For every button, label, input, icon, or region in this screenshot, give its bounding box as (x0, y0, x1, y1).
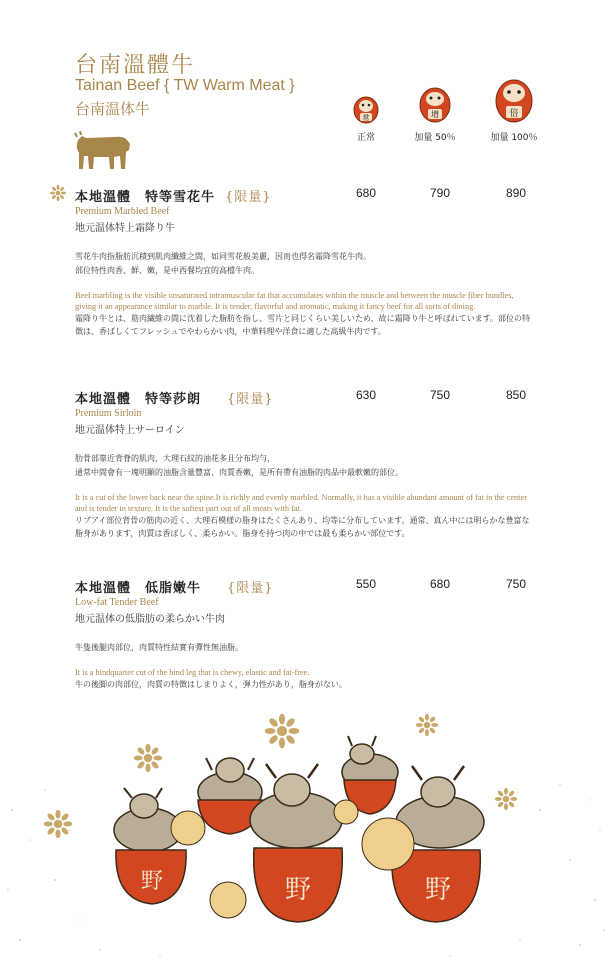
item-name-jp: 地元温体の低脂肪の柔らかい牛肉 (75, 614, 225, 625)
price-normal: 550 (356, 577, 377, 591)
chrysanthemum-icon (50, 185, 66, 201)
price-50: 680 (430, 577, 451, 591)
item-desc-zh: 牛隻後腿肉部位，肉質特性結實有彈性無油脂。 (75, 643, 243, 652)
cattle-sack-illustration (100, 730, 520, 930)
portion-label-100: 加量 100％ (490, 133, 538, 143)
menu-item-marbled (75, 186, 535, 338)
item-name-zh: 本地溫體 特等雪花牛 (75, 190, 216, 205)
daruma-100-icon (494, 74, 534, 124)
cow-figure (114, 788, 205, 904)
sack-mark: 野 (284, 875, 312, 905)
page-title-jp: 台南温体牛 (75, 100, 151, 118)
price-normal: 630 (356, 388, 377, 402)
limited-tag: {限量} (227, 392, 274, 407)
price-100: 850 (506, 388, 527, 402)
limited-tag: {限量} (227, 581, 274, 596)
item-name-en: Premium Sirloin (75, 408, 142, 419)
daruma-badge-100: 倍 (509, 109, 519, 119)
daruma-50-icon (418, 84, 452, 124)
price-50: 750 (430, 388, 451, 402)
item-desc-zh: 肋骨部靠近背脊的肌肉，大理石紋的油花多且分布均勻， 通常中間會有一塊明顯的油脂含量豐富、肉質香嫩，是所有帶有油脂的肉品中最軟嫩的部位。 (75, 454, 403, 477)
limited-tag: {限量} (225, 190, 272, 205)
sack-mark: 野 (424, 875, 452, 905)
sack-mark: 野 (140, 869, 164, 894)
daruma-normal-icon (352, 94, 380, 124)
portion-label-normal: 正常 (356, 133, 375, 143)
item-desc-en: It is a hindquarter cut of the hind leg that is chewy, elastic and fat-free. (75, 668, 310, 677)
item-name-zh: 本地溫體 特等莎朗 (75, 392, 202, 407)
price-100: 890 (506, 186, 527, 200)
item-name-jp: 地元温体特上霜降り牛 (75, 223, 175, 234)
item-name-zh: 本地溫體 低脂嫩牛 (75, 581, 202, 596)
item-name-jp: 地元温体特上サーロイン (75, 425, 185, 436)
cow-figure (250, 764, 358, 922)
portion-label-50: 加量 50％ (414, 133, 456, 143)
cow-icon (74, 128, 134, 172)
menu-item-sirloin (75, 388, 535, 540)
item-desc-jp: 牛の後脚の肉部位，肉質の特徴はしまりよく，弾力性があり，脂身がない。 (75, 680, 347, 689)
price-50: 790 (430, 186, 451, 200)
menu-item-lowfat (75, 577, 535, 691)
item-desc-en: It is a cut of the lower back near the spine.It is richly and evenly marbled. Normally, it has a visible abundant amount of fat in the center and is tender in texture. It is the softest part out of all meats with fat. (75, 493, 527, 513)
item-name-en: Low-fat Tender Beef (75, 597, 159, 608)
price-100: 750 (506, 577, 527, 591)
chrysanthemum-icon (44, 810, 72, 838)
item-desc-en: Beef marbling is the visible unsaturated intramuscular fat that accumulates within the muscle and between the muscle fiber bundles, giving it an appearance similar to marble. It is tender, flavorful and aromatic, making it fancy beef for all sorts of dining. (75, 291, 514, 311)
price-normal: 680 (356, 186, 377, 200)
item-desc-jp: リブアイ部位背骨の筋肉の近く、大理石模様の脂身はたくさんあり、均等に分布しています。通常、真ん中には明らかな豊富な脂身があります，肉質は香ばしく、柔らかい。脂身を持つ肉の中では最も柔らかい部位です。 (75, 516, 530, 538)
page-title-en: Tainan Beef { TW Warm Meat } (75, 77, 295, 94)
daruma-badge-50: 增 (431, 110, 439, 119)
page-title-zh: 台南溫體牛 (75, 53, 196, 78)
cushion-decoration (210, 882, 246, 918)
daruma-badge-normal: 常 (362, 114, 370, 122)
item-name-en: Premium Marbled Beef (75, 206, 170, 217)
item-desc-jp: 霜降り牛とは、筋肉繊維の間に沈着した脂肪を指し、雪片と同じくらい美しいため、故に霜降り牛と呼ばれています。部位の特徴は、香ばしくてフレッシュでやわらかい肉，中華料理や洋食に適した高級牛肉です。 (75, 314, 531, 336)
item-desc-zh: 雪花牛肉指脂肪沉積到肌肉纖維之間，如同雪花般美麗，因而也得名霜降雪花牛肉。 部位特性肉香、鮮、嫩，是中西餐均宜的高檔牛肉。 (75, 252, 371, 275)
